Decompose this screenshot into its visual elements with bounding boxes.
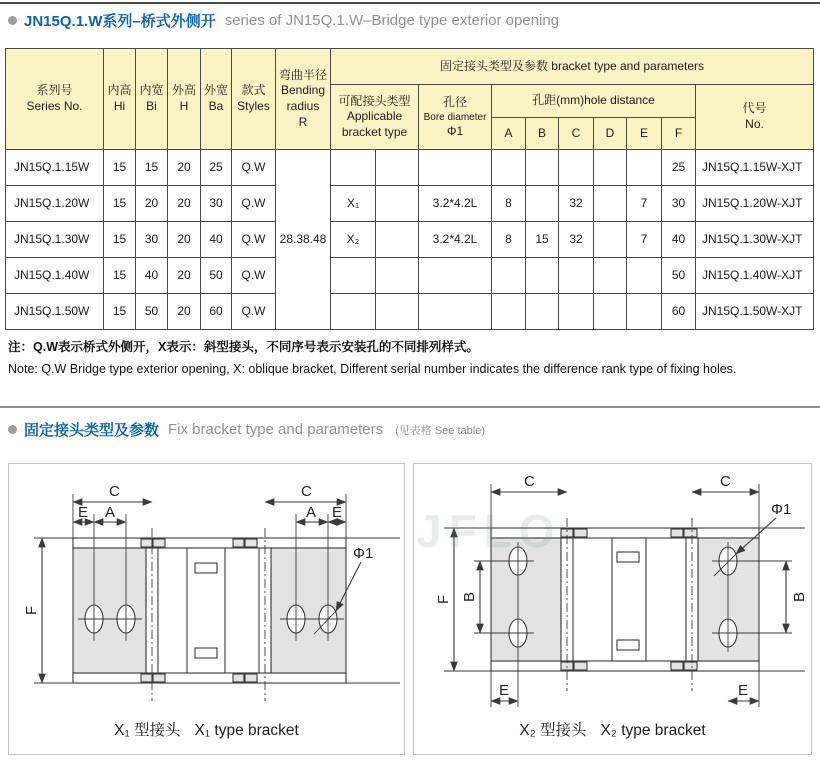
cell-hole-D: [594, 150, 627, 186]
cell-series: JN15Q.1.15W: [6, 150, 104, 186]
section-divider: [0, 406, 820, 408]
cell-ba: 50: [201, 258, 232, 294]
cell-hole-D: [594, 294, 627, 330]
col-header-bore: 孔径 Bore diameter Φ1: [419, 85, 492, 150]
cell-h: 20: [168, 294, 201, 330]
cell-series: JN15Q.1.50W: [6, 294, 104, 330]
page-title-zh: JN15Q.1.W系列–桥式外侧开: [24, 13, 216, 30]
cell-bracket-type: [331, 258, 376, 294]
cell-h: 20: [168, 186, 201, 222]
cell-hole-C: [559, 294, 594, 330]
section2-title-en: Fix bracket type and parameters: [168, 421, 384, 438]
cell-hole-B: 15: [526, 222, 559, 258]
cell-code: JN15Q.1.20W-XJT: [696, 186, 814, 222]
col-header-bracket: 可配接头类型 Applicable bracket type: [331, 85, 419, 150]
cell-series: JN15Q.1.30W: [6, 222, 104, 258]
diagram-x2-caption: [414, 718, 811, 740]
dim-label-c: C: [720, 473, 731, 490]
diagram-x1-caption: [9, 718, 404, 740]
col-header-code: 代号 No.: [696, 85, 814, 150]
cell-code: JN15Q.1.50W-XJT: [696, 294, 814, 330]
cell-hole-A: [492, 258, 526, 294]
cell-bracket-type-2: [376, 294, 419, 330]
cell-series: JN15Q.1.20W: [6, 186, 104, 222]
cell-hole-F: 60: [662, 294, 696, 330]
col-header-styles: 款式 Styles: [232, 49, 276, 150]
cell-bracket-type: X₁: [331, 186, 376, 222]
col-header-F: F: [662, 118, 696, 150]
cell-bore-diameter: 3.2*4.2L: [419, 222, 492, 258]
col-header-bi: 内宽 Bi: [136, 49, 168, 150]
cell-hi: 15: [104, 294, 136, 330]
dim-label-a: A: [105, 504, 116, 521]
cell-hole-C: [559, 150, 594, 186]
cell-bending-radius: 28.38.48: [276, 150, 331, 330]
cell-hole-E: [627, 294, 662, 330]
diagram-x1-drawing: [9, 464, 404, 714]
cell-ba: 25: [201, 150, 232, 186]
cell-h: 20: [168, 258, 201, 294]
cell-hole-B: [526, 150, 559, 186]
cell-hi: 15: [104, 258, 136, 294]
notes: [8, 337, 812, 376]
cell-hole-C: [559, 258, 594, 294]
dim-label-c: C: [109, 483, 120, 500]
cell-bracket-type-2: [376, 150, 419, 186]
col-header-bending: 弯曲半径 Bending radius R: [276, 49, 331, 150]
col-header-series: [6, 49, 104, 150]
cell-bracket-type: [331, 150, 376, 186]
section2-hint: (见表格 See table): [395, 424, 485, 437]
table-row: [6, 186, 814, 222]
col-header-D: D: [594, 118, 627, 150]
watermark: JFLO: [416, 505, 562, 557]
col-header-C: C: [559, 118, 594, 150]
cell-hi: 15: [104, 186, 136, 222]
cell-hole-B: [526, 258, 559, 294]
cell-hole-F: 25: [662, 150, 696, 186]
dim-label-e: E: [332, 504, 343, 521]
cell-style: Q.W: [232, 222, 276, 258]
cell-bi: 50: [136, 294, 168, 330]
cell-style: Q.W: [232, 186, 276, 222]
group-header-bracket-params: 固定接头类型及参数 bracket type and parameters: [331, 49, 814, 85]
cell-hole-C: 32: [559, 222, 594, 258]
dim-label-a: A: [306, 504, 317, 521]
col-header-ba: 外宽 Ba: [201, 49, 232, 150]
cell-code: JN15Q.1.40W-XJT: [696, 258, 814, 294]
cell-style: Q.W: [232, 258, 276, 294]
cell-bracket-type: X₂: [331, 222, 376, 258]
cell-hole-E: 7: [627, 186, 662, 222]
cell-ba: 60: [201, 294, 232, 330]
section2-title: [8, 419, 485, 440]
dim-label-f: F: [23, 605, 40, 615]
col-header-h: 外高 H: [168, 49, 201, 150]
cell-style: Q.W: [232, 150, 276, 186]
cell-bracket-type-2: [376, 186, 419, 222]
cell-bore-diameter: 3.2*4.2L: [419, 186, 492, 222]
note-en: Note: Q.W Bridge type exterior opening, X: oblique bracket, Different serial number indicates the difference rank type of fixing holes.: [8, 362, 737, 376]
bullet-icon: [8, 425, 17, 434]
cell-hole-D: [594, 258, 627, 294]
table-row: [6, 258, 814, 294]
cell-code: JN15Q.1.30W-XJT: [696, 222, 814, 258]
diagram-x1-caption-en: X₁ type bracket: [194, 722, 299, 739]
cell-hole-A: 8: [492, 186, 526, 222]
cell-bore-diameter: [419, 294, 492, 330]
table-row: [6, 150, 814, 186]
section2-title-zh: 固定接头类型及参数: [24, 422, 160, 439]
diagram-x1-box: [8, 463, 405, 755]
cell-style: Q.W: [232, 294, 276, 330]
spec-table-body: [6, 150, 814, 330]
cell-hi: 15: [104, 222, 136, 258]
cell-bracket-type-2: [376, 258, 419, 294]
cell-bi: 15: [136, 150, 168, 186]
dim-label-b: B: [791, 591, 808, 602]
col-header-series-en: Series No.: [26, 99, 83, 113]
col-header-B: B: [526, 118, 559, 150]
cell-hole-D: [594, 186, 627, 222]
cell-hole-E: [627, 150, 662, 186]
cell-hole-A: [492, 150, 526, 186]
diagram-x2-box: [413, 463, 812, 755]
dim-label-e: E: [499, 682, 510, 699]
cell-h: 20: [168, 222, 201, 258]
top-rule: [0, 2, 820, 4]
cell-hole-B: [526, 186, 559, 222]
cell-hole-A: [492, 294, 526, 330]
cell-hole-A: 8: [492, 222, 526, 258]
table-row: [6, 294, 814, 330]
col-header-hole-distance: 孔距(mm)hole distance: [492, 85, 696, 118]
dim-label-f: F: [435, 594, 452, 604]
dim-label-b: B: [461, 591, 478, 602]
cell-h: 20: [168, 150, 201, 186]
col-header-series-zh: 系列号: [36, 83, 73, 98]
cell-ba: 30: [201, 186, 232, 222]
cell-hole-F: 50: [662, 258, 696, 294]
dim-label-e: E: [78, 504, 89, 521]
dim-label-phi: Φ1: [353, 545, 374, 562]
cell-hole-F: 30: [662, 186, 696, 222]
dim-label-c: C: [524, 473, 535, 490]
page-title-en: series of JN15Q.1.W–Bridge type exterior opening: [224, 12, 560, 29]
cell-series: JN15Q.1.40W: [6, 258, 104, 294]
cell-bore-diameter: [419, 258, 492, 294]
cell-hi: 15: [104, 150, 136, 186]
cell-bi: 20: [136, 186, 168, 222]
cell-ba: 40: [201, 222, 232, 258]
col-header-E: E: [627, 118, 662, 150]
bullet-icon: [8, 16, 17, 25]
page-title: [8, 10, 559, 31]
cell-bi: 30: [136, 222, 168, 258]
spec-table: [5, 48, 814, 330]
diagram-x2-drawing: [414, 464, 811, 714]
cell-bracket-type: [331, 294, 376, 330]
table-row: [6, 222, 814, 258]
cell-hole-E: [627, 258, 662, 294]
cell-hole-E: 7: [627, 222, 662, 258]
col-header-hi: 内高 Hi: [104, 49, 136, 150]
cell-hole-F: 40: [662, 222, 696, 258]
cell-hole-D: [594, 222, 627, 258]
diagram-x1-caption-zh: X₁ 型接头: [114, 722, 181, 739]
dim-label-phi: Φ1: [771, 501, 792, 518]
note-zh: 注：Q.W表示桥式外侧开，X表示：斜型接头，不同序号表示安装孔的不同排列样式。: [8, 340, 479, 354]
cell-hole-B: [526, 294, 559, 330]
cell-bi: 40: [136, 258, 168, 294]
diagram-x2-caption-zh: X₂ 型接头: [519, 722, 587, 739]
col-header-A: A: [492, 118, 526, 150]
diagram-x2-caption-en: X₂ type bracket: [600, 722, 706, 739]
cell-hole-C: 32: [559, 186, 594, 222]
dim-label-e: E: [738, 682, 749, 699]
cell-code: JN15Q.1.15W-XJT: [696, 150, 814, 186]
dim-label-c: C: [301, 483, 312, 500]
cell-bracket-type-2: [376, 222, 419, 258]
cell-bore-diameter: [419, 150, 492, 186]
